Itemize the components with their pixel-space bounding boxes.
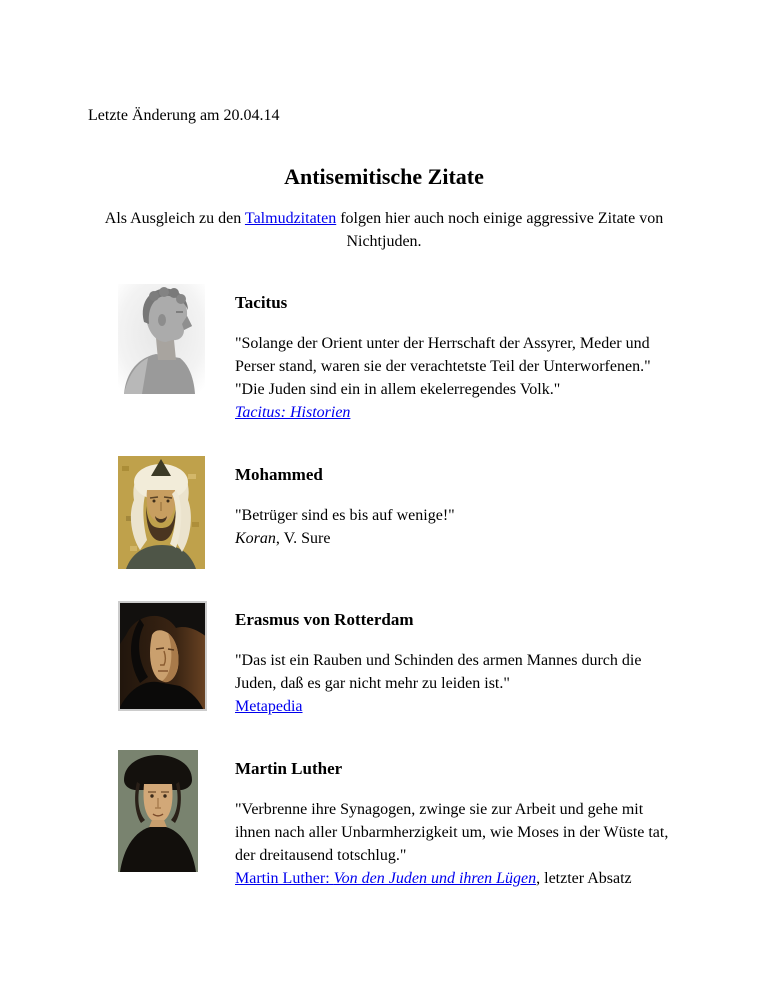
erasmus-quote [235,649,677,718]
section-mohammed [88,456,680,569]
erasmus-heading: Erasmus von Rotterdam [235,610,414,629]
section-erasmus [88,601,680,718]
metapedia-link[interactable]: Metapedia [235,698,303,715]
intro-paragraph [99,207,669,253]
luther-quote [235,798,677,890]
tacitus-quote-line-1: "Solange der Orient unter der Herrschaft der Assyrer, Meder und Perser stand, waren sie der verachtetste Teil der Unterworfenen." [235,335,651,375]
luther-link-prefix: Martin Luther: [235,870,334,887]
erasmus-text [235,601,677,718]
mohammed-source-title: Koran [235,530,276,547]
erasmus-image [118,601,207,711]
tacitus-historien-link[interactable]: Tacitus: Historien [235,404,351,421]
mohammed-image [118,456,205,569]
erasmus-quote-line-1: "Das ist ein Rauben und Schinden des armen Mannes durch die Juden, daß es gar nicht mehr zu leiden ist." [235,652,642,692]
section-tacitus [88,284,680,424]
intro-text-after: folgen hier auch noch einige aggressive Zitate von Nichtjuden. [336,210,664,250]
luther-link-book-title: Von den Juden und ihren Lügen [333,870,537,887]
page-title: Antisemitische Zitate [284,164,484,189]
section-luther [88,750,680,890]
tacitus-quote [235,332,677,424]
mohammed-quote [235,504,677,550]
quote-sections [88,284,680,890]
tacitus-heading: Tacitus [235,293,288,312]
luther-image [118,750,198,872]
luther-portrait [88,750,235,872]
mohammed-quote-line-1: "Betrüger sind es bis auf wenige!" [235,507,455,524]
mohammed-portrait [88,456,235,569]
luther-after-link: , letzter Absatz [536,870,632,887]
mohammed-text [235,456,677,550]
talmudzitaten-link[interactable]: Talmudzitaten [244,210,337,227]
luther-text [235,750,677,890]
luther-book-link[interactable] [235,870,536,887]
mohammed-heading: Mohammed [235,465,323,484]
luther-heading: Martin Luther [235,759,343,778]
luther-quote-line-1: "Verbrenne ihre Synagogen, zwinge sie zur Arbeit und gehe mit ihnen nach aller Unbarmherzigkeit um, wie Moses in der Wüste tat, der dreitausend totschlug." [235,801,669,864]
last-modified-line: Letzte Änderung am 20.04.14 [88,107,280,124]
tacitus-text [235,284,677,424]
tacitus-quote-line-2: "Die Juden sind ein in allem ekelerregendes Volk." [235,381,561,398]
erasmus-portrait [88,601,235,711]
tacitus-portrait [88,284,235,394]
intro-text-before: Als Ausgleich zu den [104,210,245,227]
mohammed-source-rest: , V. Sure [275,530,331,547]
tacitus-bust-image [118,284,205,394]
